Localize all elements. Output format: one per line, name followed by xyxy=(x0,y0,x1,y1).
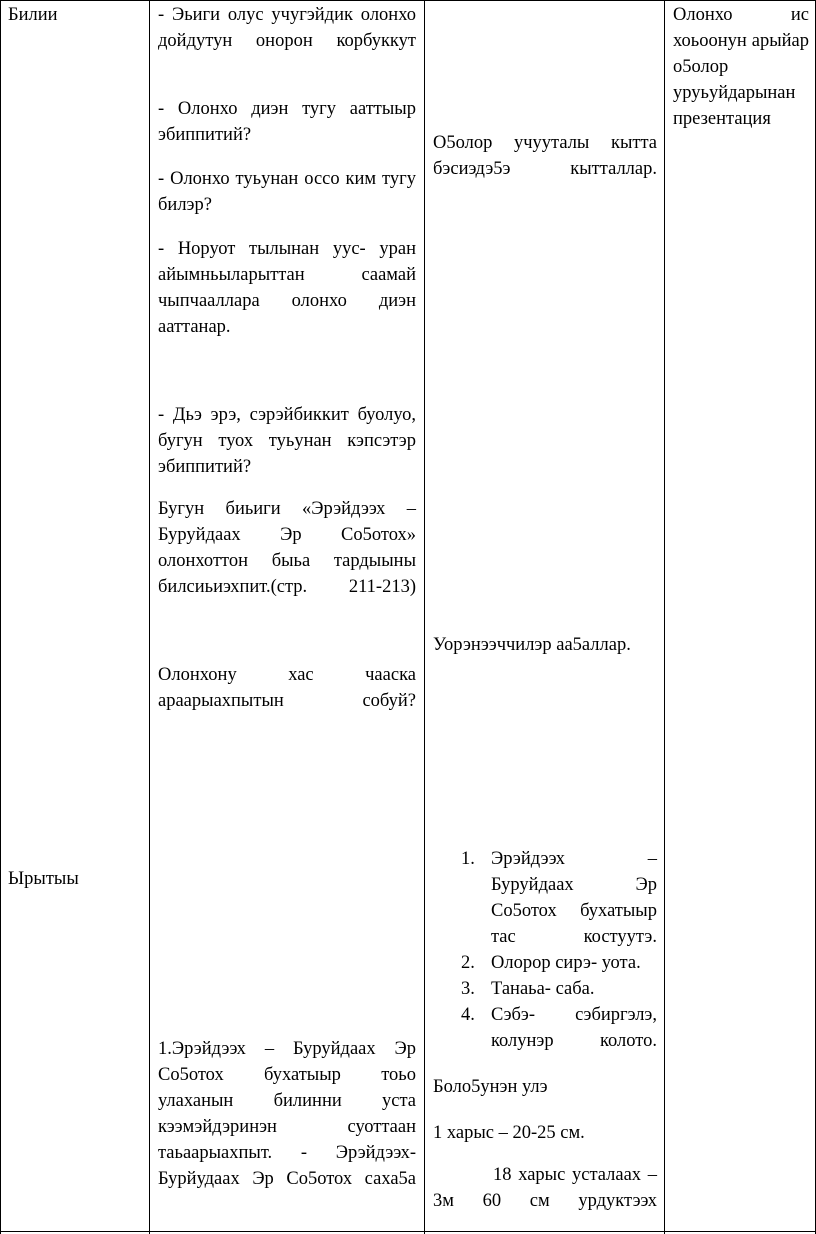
table-border-left xyxy=(0,0,1,1234)
table-divider-2 xyxy=(424,0,425,1234)
presentation-note: Олонхо ис хоьоонун арыйар о5олор уруьуйдарынан презентация xyxy=(673,5,809,129)
list-number: 4. xyxy=(461,1005,475,1025)
list-item xyxy=(433,846,657,950)
list-text: Сэбэ- сэбиргэлэ, колунэр колото. xyxy=(491,1005,657,1051)
teacher-question-2: - Олонхо диэн тугу ааттыыр эбиппитий? xyxy=(158,99,416,145)
group-work-label: Боло5унэн улэ xyxy=(433,1077,548,1097)
list-number: 3. xyxy=(461,979,475,999)
list-text: Эрэйдээх – Буруйдаах Эр Со5отох бухатыыр тас костуутэ. xyxy=(491,849,657,947)
list-text: Танаьа- саба. xyxy=(491,979,595,999)
height-calculation: 18 харыс усталаах – 3м 60 см урдуктээх xyxy=(433,1165,657,1211)
list-item xyxy=(433,950,657,976)
teacher-question-7: Олонхону хас чааска араарыахпытын собуй? xyxy=(158,665,416,711)
teacher-task-8: 1.Эрэйдээх – Буруйдаах Эр Со5отох бухатыыр тоьо улаханын билинни уста кээмэйдэринэн суоттаан таьаарыахпыт. - Эрэйдээх- Бурйудаах Эр Со5отох саха5а xyxy=(158,1039,416,1189)
stage-label-reading: Ырытыы xyxy=(8,869,79,889)
table-divider-3 xyxy=(664,0,665,1234)
table-border-top xyxy=(0,0,816,1)
measure-note: 1 харыс – 20-25 см. xyxy=(433,1123,585,1143)
teacher-remark-4: - Норуот тылынан уус- уран айымньыларыттан саамай чыпчааллара олонхо диэн ааттанар. xyxy=(158,239,416,337)
student-activity-1: О5олор учууталы кытта бэсиэдэ5э кытталлар. xyxy=(433,133,657,179)
teacher-remark-6: Бугун биьиги «Эрэйдээх – Буруйдаах Эр Со5отох» олонхоттон быьа тардыыны билсиьиэхпит.(стр. 211-213) xyxy=(158,499,416,597)
list-item xyxy=(433,1002,657,1054)
student-activity-2: Уорэнээччилэр аа5аллар. xyxy=(433,635,631,655)
list-item xyxy=(433,976,657,1002)
list-number: 1. xyxy=(461,849,475,869)
table-border-bottom xyxy=(0,1231,816,1232)
stage-label-knowledge: Билии xyxy=(8,5,58,25)
table-divider-1 xyxy=(149,0,150,1234)
list-text: Олорор сирэ- уота. xyxy=(491,953,641,973)
teacher-remark-1: - Эьиги олус учугэйдик олонхо дойдутун онорон корбуккут xyxy=(158,5,416,51)
teacher-question-3: - Олонхо туьунан оссо ким тугу билэр? xyxy=(158,169,416,215)
list-number: 2. xyxy=(461,953,475,973)
teacher-question-5: - Дьэ эрэ, сэрэйбиккит буолуо, бугун туох туьунан кэпсэтэр эбиппитий? xyxy=(158,405,416,477)
character-parts-list xyxy=(433,846,657,1054)
